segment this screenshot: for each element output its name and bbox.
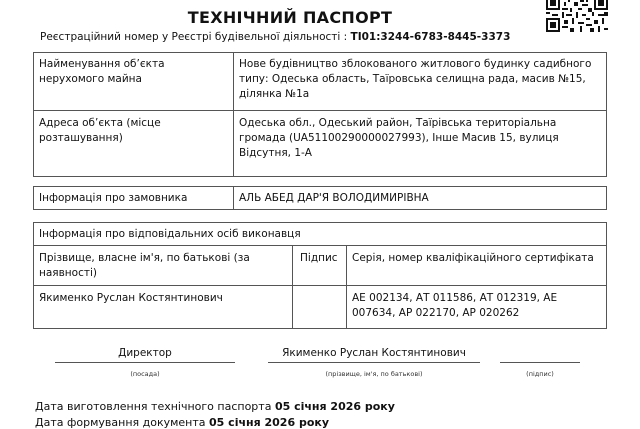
responsible-heading: Інформація про відповідальних осіб виконавця xyxy=(39,228,301,240)
made-date-value: 05 січня 2026 року xyxy=(274,400,395,413)
registration-number: TI01:3244-6783-8445-3373 xyxy=(350,31,511,43)
object-address-value: Одеська обл., Одеський район, Таїрівська територіальна громада (UA51100290000027993), Інше Масив 15, вулиця Відсутня, 1-А xyxy=(239,117,559,159)
caption-position: (посада) xyxy=(130,370,160,378)
qr-code-icon xyxy=(546,0,608,32)
object-name-label: Найменування об’єкта нерухомого майна xyxy=(39,58,165,85)
formed-date-value: 05 січня 2026 року xyxy=(209,416,330,429)
made-date-line xyxy=(35,400,395,413)
signature-line-position xyxy=(55,362,235,363)
caption-signature: (підпис) xyxy=(526,370,554,378)
customer-value: АЛЬ АБЕД ДАР'Я ВОЛОДИМИРІВНА xyxy=(239,192,429,204)
column-header-name: Прізвище, власне ім'я, по батькові (за наявності) xyxy=(39,252,250,279)
table-divider xyxy=(33,110,607,111)
customer-label: Інформація про замовника xyxy=(39,192,188,204)
table-divider xyxy=(33,285,607,286)
signatory-name: Якименко Руслан Костянтинович xyxy=(282,347,466,359)
made-date-label: Дата виготовлення технічного паспорта xyxy=(35,400,275,413)
formed-date-label: Дата формування документа xyxy=(35,416,210,429)
column-header-certificate: Серія, номер кваліфікаційного сертифіката xyxy=(352,252,594,264)
document-title: ТЕХНІЧНИЙ ПАСПОРТ xyxy=(187,8,393,27)
object-address-label: Адреса об’єкта (місце розташування) xyxy=(39,117,161,144)
responsible-certificates: АЕ 002134, АТ 011586, АТ 012319, АЕ 007634, АР 022170, АР 020262 xyxy=(352,292,558,319)
column-header-signature: Підпис xyxy=(300,252,338,264)
registration-label: Реєстраційний номер у Реєстрі будівельної діяльності : xyxy=(40,31,351,43)
table-divider xyxy=(33,245,607,246)
caption-name: (прізвище, ім'я, по батькові) xyxy=(325,370,423,378)
responsible-person-name: Якименко Руслан Костянтинович xyxy=(39,292,223,304)
signatory-position: Директор xyxy=(118,347,172,359)
registration-line xyxy=(40,31,510,43)
signature-line-signature xyxy=(500,362,580,363)
formed-date-line xyxy=(35,416,329,429)
signature-line-name xyxy=(268,362,480,363)
object-name-value: Нове будівництво зблокованого житлового будинку садибного типу: Одеська область, Таїровська селищна рада, масив №15, ділянка №1а xyxy=(239,58,592,100)
